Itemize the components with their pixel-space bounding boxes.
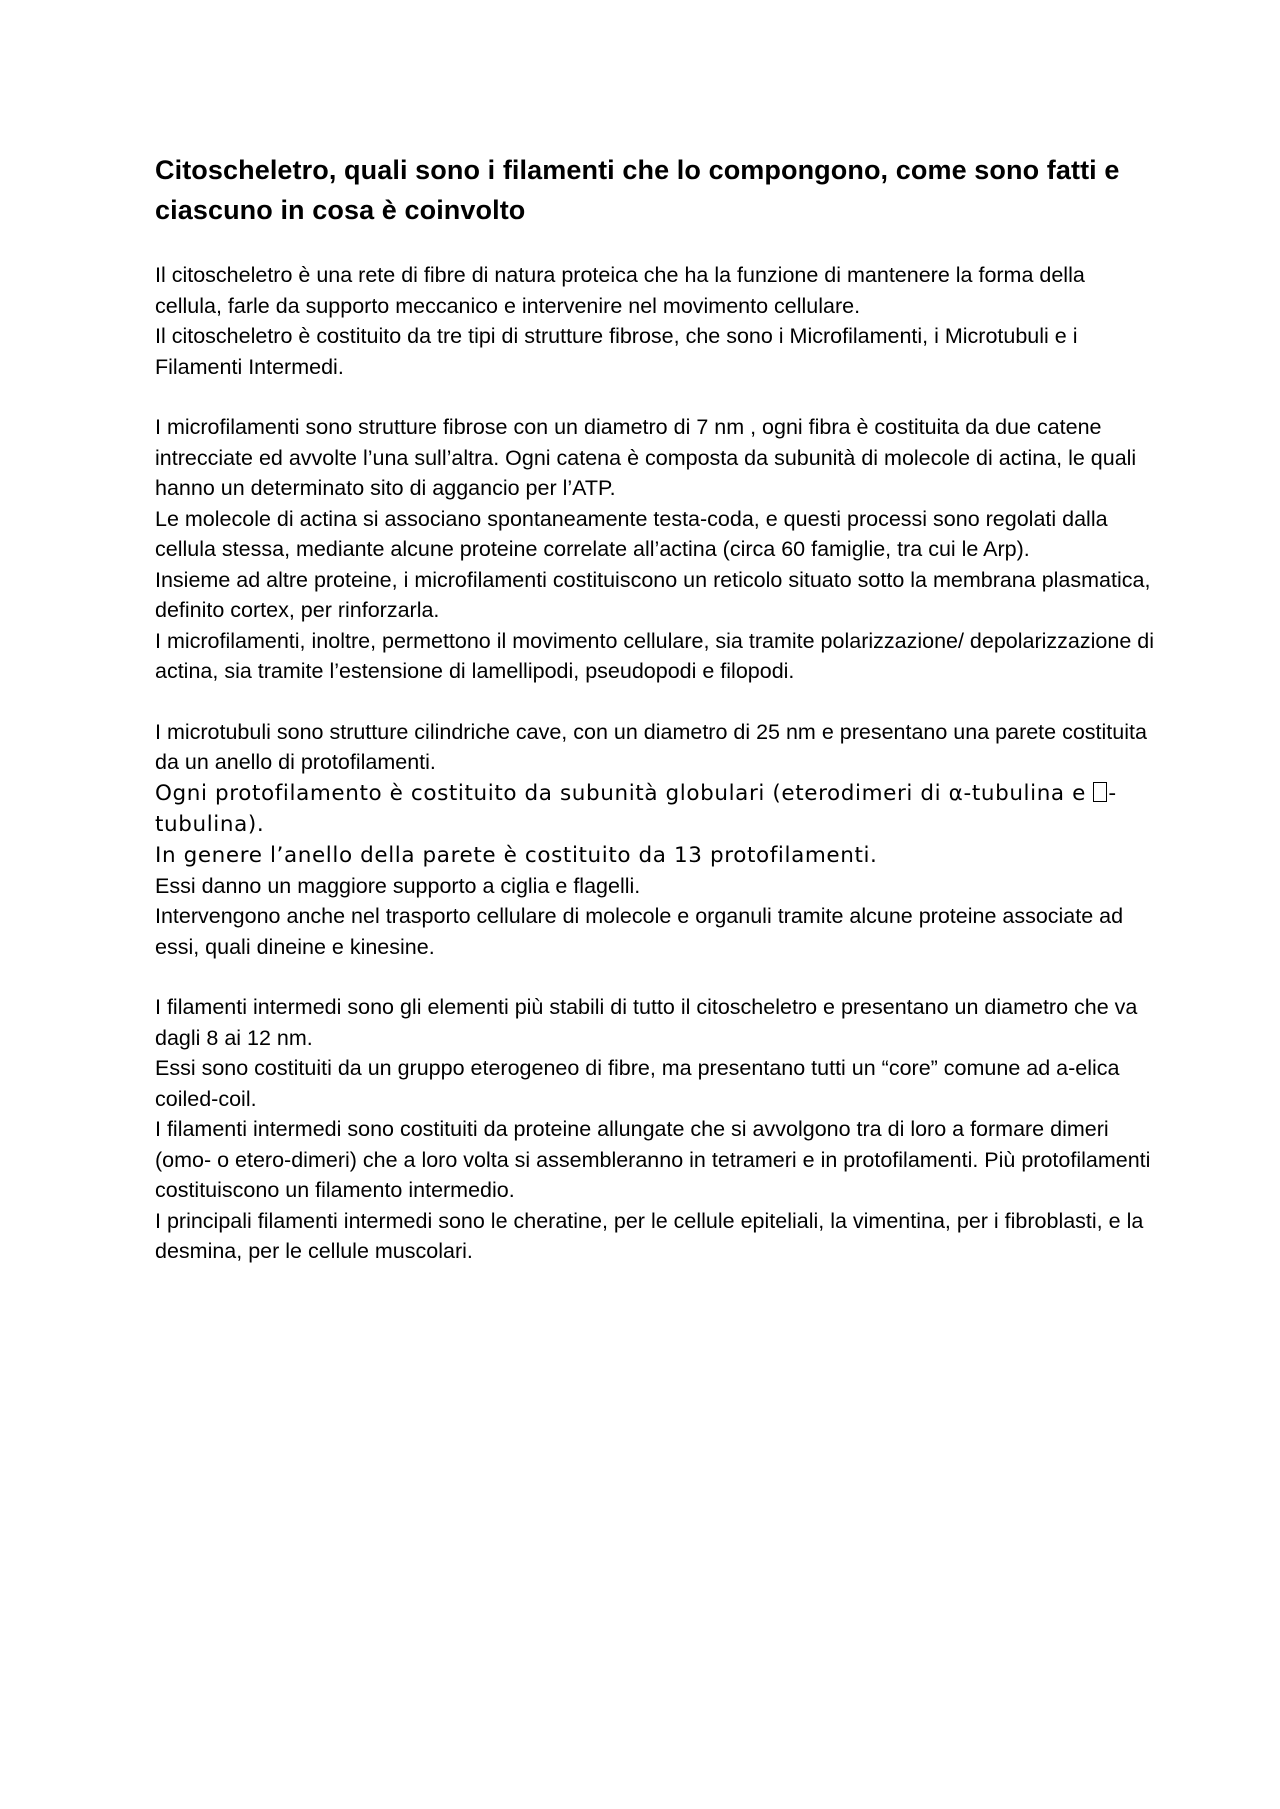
microtubuli-paragraph-5: Intervengono anche nel trasporto cellulare di molecole e organuli tramite alcune proteine associate ad essi, quali dineine e kinesine. xyxy=(155,904,1124,959)
section-gap xyxy=(155,382,1155,412)
microtubuli-p2-end: -tubulina). xyxy=(155,780,1117,837)
intermedi-paragraph-1: I filamenti intermedi sono gli elementi più stabili di tutto il citoscheletro e presentano un diametro che va dagli 8 ai 12 nm. xyxy=(155,995,1138,1050)
microfilamenti-paragraph-4: I microfilamenti, inoltre, permettono il movimento cellulare, sia tramite polarizzazione/ depolarizzazione di actina, sia tramite l’estensione di lamellipodi, pseudopodi e filopodi. xyxy=(155,628,1154,683)
microtubuli-paragraph-4: Essi danno un maggiore supporto a ciglia e flagelli. xyxy=(155,873,641,898)
microfilamenti-paragraph-3: Insieme ad altre proteine, i microfilamenti costituiscono un reticolo situato sotto la membrana plasmatica, definito cortex, per rinforzarla. xyxy=(155,567,1151,622)
microfilamenti-paragraph-2: Le molecole di actina si associano spontaneamente testa-coda, e questi processi sono regolati dalla cellula stessa, mediante alcune proteine correlate all’actina (circa 60 famiglie, tra cui le Arp). xyxy=(155,506,1108,561)
intermedi-paragraph-4: I principali filamenti intermedi sono le cheratine, per le cellule epiteliali, la vimentina, per i fibroblasti, e la desmina, per le cellule muscolari. xyxy=(155,1208,1144,1263)
microtubuli-paragraph-2 xyxy=(155,778,1155,840)
intro-paragraph-1: Il citoscheletro è una rete di fibre di natura proteica che ha la funzione di mantenere la forma della cellula, farle da supporto meccanico e intervenire nel movimento cellulare. xyxy=(155,263,1085,318)
microfilamenti-paragraph-1: I microfilamenti sono strutture fibrose con un diametro di 7 nm , ogni fibra è costituita da due catene intrecciate ed avvolte l’una sull’altra. Ogni catena è composta da subunità di molecole di actina, le quali hanno un determinato sito di aggancio per l’ATP. xyxy=(155,415,1137,500)
microtubuli-p2-start: Ogni protofilamento è costituito da subunità globulari (eterodimeri di α-tubulina e xyxy=(155,780,1094,806)
intro-paragraph-2: Il citoscheletro è costituito da tre tipi di strutture fibrose, che sono i Microfilamenti, i Microtubuli e i Filamenti Intermedi. xyxy=(155,324,1078,379)
intermedi-paragraph-2: Essi sono costituiti da un gruppo eterogeneo di fibre, ma presentano tutti un “core” comune ad a-elica coiled-coil. xyxy=(155,1056,1120,1111)
missing-glyph-icon xyxy=(1093,782,1107,802)
section-gap xyxy=(155,962,1155,992)
microtubuli-paragraph-1: I microtubuli sono strutture cilindriche cave, con un diametro di 25 nm e presentano una parete costituita da un anello di protofilamenti. xyxy=(155,719,1147,774)
section-gap xyxy=(155,687,1155,717)
document-title: Citoscheletro, quali sono i filamenti che lo compongono, come sono fatti e ciascuno in cosa è coinvolto xyxy=(155,155,1120,225)
intermedi-paragraph-3: I filamenti intermedi sono costituiti da proteine allungate che si avvolgono tra di loro a formare dimeri (omo- o etero-dimeri) che a loro volta si assembleranno in tetrameri e in protofilamenti. Più protofilamenti costituiscono un filamento intermedio. xyxy=(155,1117,1151,1202)
microtubuli-paragraph-3: In genere l’anello della parete è costituito da 13 protofilamenti. xyxy=(155,842,878,868)
document-page xyxy=(155,150,1155,1267)
